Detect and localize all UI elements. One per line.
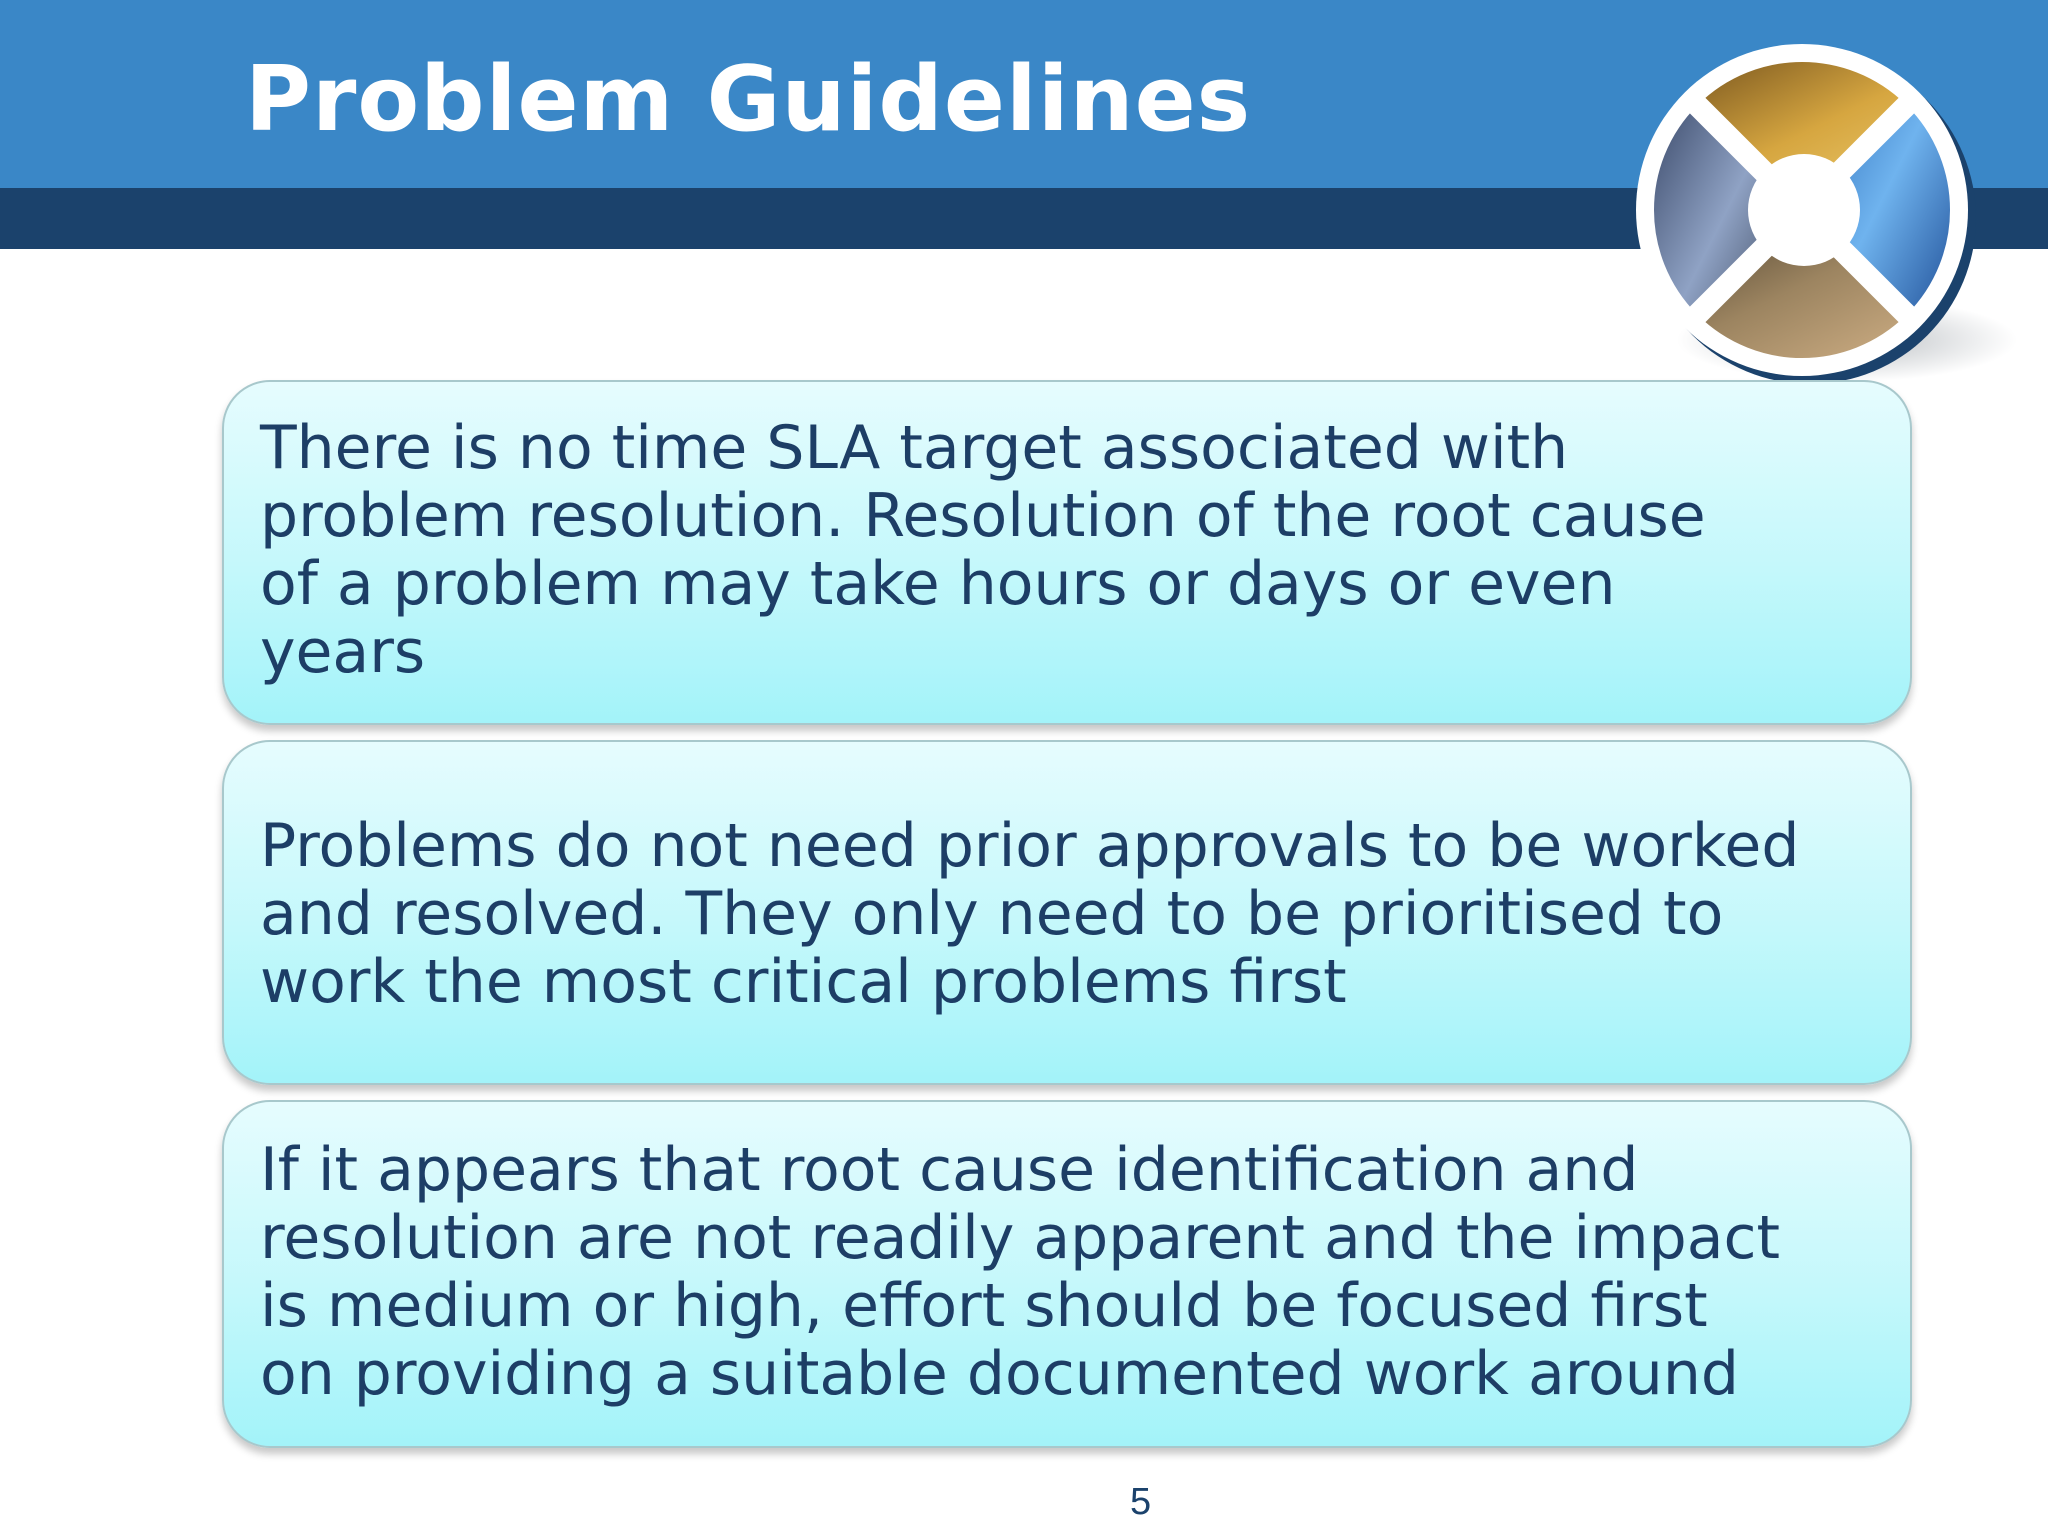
slide-title: Problem Guidelines xyxy=(245,47,1252,152)
guideline-3-line-3: is medium or high, effort should be focused first xyxy=(260,1271,1708,1341)
guideline-3-line-2: resolution are not readily apparent and the impact xyxy=(260,1203,1780,1273)
guideline-1-line-4: years xyxy=(260,617,426,687)
guideline-3-line-4: on providing a suitable documented work around xyxy=(260,1339,1739,1409)
guideline-box-1 xyxy=(222,380,1912,725)
guideline-1-line-1: There is no time SLA target associated with xyxy=(260,413,1569,483)
guideline-box-3 xyxy=(222,1100,1912,1448)
guideline-2-line-2: and resolved. They only need to be prioritised to xyxy=(260,879,1724,949)
guideline-2-line-1: Problems do not need prior approvals to be worked xyxy=(260,811,1800,881)
guideline-2-line-3: work the most critical problems first xyxy=(260,947,1347,1017)
guideline-box-2 xyxy=(222,740,1912,1085)
circular-photo-collage-logo xyxy=(1632,40,2016,390)
guideline-3-line-1: If it appears that root cause identification and xyxy=(260,1135,1639,1205)
guideline-1-line-3: of a problem may take hours or days or even xyxy=(260,549,1616,619)
guideline-1-line-2: problem resolution. Resolution of the root cause xyxy=(260,481,1706,551)
page-number: 5 xyxy=(1130,1481,1152,1523)
